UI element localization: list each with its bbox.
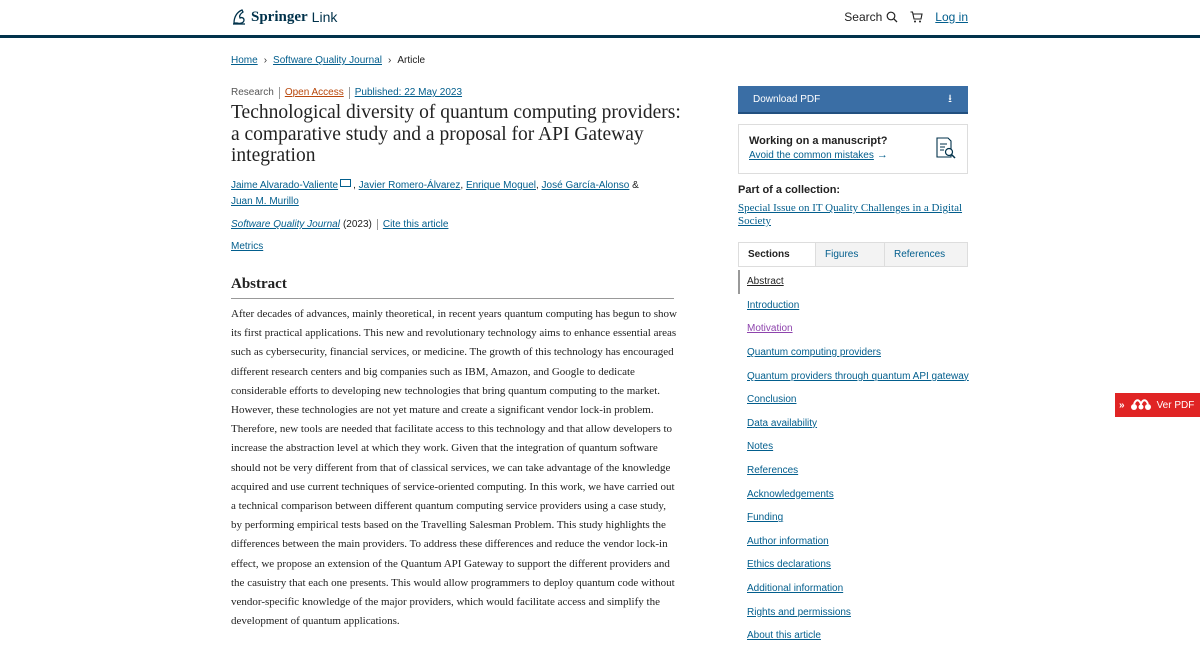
tab-references[interactable]: References <box>884 243 967 266</box>
download-icon: ⭳ <box>948 92 952 105</box>
breadcrumb-current: Article <box>397 55 426 66</box>
breadcrumb-home[interactable]: Home <box>231 55 258 66</box>
search-label: Search <box>844 10 883 24</box>
section-link-additional-information[interactable]: Additional information <box>747 583 844 595</box>
section-link-providers[interactable]: Quantum computing providers <box>747 347 881 359</box>
document-search-icon <box>935 137 957 161</box>
manuscript-link-label: Avoid the common mistakes <box>749 150 874 161</box>
login-link[interactable]: Log in <box>935 10 968 24</box>
collection-link[interactable]: Special Issue on IT Quality Challenges in a Digital Society <box>738 202 963 227</box>
author-link[interactable]: Juan M. Murillo <box>231 196 299 207</box>
ver-pdf-label: Ver PDF <box>1156 399 1195 411</box>
section-link-about[interactable]: About this article <box>747 630 821 642</box>
section-link-motivation[interactable]: Motivation <box>747 323 793 335</box>
search-icon <box>886 11 898 23</box>
author-list: Jaime Alvarado-Valiente , Javier Romero-Álvarez, Enrique Moguel, José García-Alonso & Juan M. Murillo <box>231 180 639 207</box>
manuscript-heading: Working on a manuscript? <box>749 135 888 147</box>
logo-link-text: Link <box>311 9 338 25</box>
section-link-references[interactable]: References <box>747 465 799 477</box>
section-link-api-gateway[interactable]: Quantum providers through quantum API gateway <box>747 370 969 382</box>
search-button[interactable] <box>844 10 898 24</box>
authors-ampersand: & <box>632 180 639 191</box>
breadcrumb-journal[interactable]: Software Quality Journal <box>273 55 382 66</box>
arrow-right-icon: → <box>876 149 888 161</box>
author-link[interactable]: Enrique Moguel <box>465 180 536 191</box>
cite-article-link[interactable]: Cite this article <box>377 219 449 230</box>
section-link-acknowledgements[interactable]: Acknowledgements <box>747 488 834 500</box>
collection-heading: Part of a collection: <box>738 184 841 196</box>
tab-figures[interactable]: Figures <box>815 243 884 266</box>
springer-link-logo[interactable] <box>231 8 337 26</box>
section-link-abstract[interactable]: Abstract <box>738 270 978 294</box>
metrics-link[interactable]: Metrics <box>231 241 264 252</box>
section-link-notes[interactable]: Notes <box>747 441 774 453</box>
journal-link[interactable]: Software Quality Journal <box>231 219 340 230</box>
email-icon[interactable] <box>340 179 351 187</box>
tab-sections[interactable]: Sections <box>739 243 815 266</box>
abstract-heading: Abstract <box>231 276 287 292</box>
section-link-ethics[interactable]: Ethics declarations <box>747 559 831 571</box>
abstract-divider <box>231 298 674 299</box>
cart-icon[interactable] <box>910 11 923 23</box>
chevron-double-right-icon: » <box>1119 399 1125 411</box>
journal-year: (2023) <box>342 219 372 230</box>
chevron-right-icon: › <box>263 55 268 66</box>
chevron-right-icon: › <box>387 55 392 66</box>
published-date-link[interactable]: Published: 22 May 2023 <box>349 87 467 99</box>
logo-springer-text: Springer <box>251 8 308 25</box>
download-pdf-button[interactable] <box>738 86 968 114</box>
ver-pdf-button[interactable] <box>1115 393 1200 417</box>
section-link-author-information[interactable]: Author information <box>747 535 829 547</box>
sidebar-tabs <box>738 242 968 267</box>
manuscript-link[interactable] <box>749 149 957 161</box>
journal-info <box>231 219 448 230</box>
section-link-rights[interactable]: Rights and permissions <box>747 606 851 618</box>
section-link-introduction[interactable]: Introduction <box>747 299 800 311</box>
springer-horse-icon <box>231 8 247 26</box>
section-link-data-availability[interactable]: Data availability <box>747 417 818 429</box>
article-type: Research <box>231 87 274 98</box>
sections-list <box>738 270 978 648</box>
article-meta <box>231 87 467 99</box>
manuscript-box <box>738 124 968 174</box>
download-pdf-label: Download PDF <box>753 93 821 105</box>
open-access-link[interactable]: Open Access <box>279 87 349 99</box>
author-link[interactable]: Jaime Alvarado-Valiente <box>231 180 339 191</box>
author-link[interactable]: José García-Alonso <box>541 180 630 191</box>
site-header <box>0 0 1200 38</box>
mendeley-icon <box>1130 398 1152 412</box>
section-link-funding[interactable]: Funding <box>747 512 784 524</box>
section-link-conclusion[interactable]: Conclusion <box>747 394 797 406</box>
breadcrumb <box>231 55 425 66</box>
article-title: Technological diversity of quantum computing providers: a comparative study and a proposal for API Gateway integration <box>231 102 681 166</box>
author-link[interactable]: Javier Romero-Álvarez <box>358 180 461 191</box>
abstract-text: After decades of advances, mainly theoretical, in recent years quantum computing has begun to show its first practical applications. This new and revolutionary technology aims to enhance essential areas such as cybersecurity, financial services, or medicine. The growth of this technology has encouraged different research centers and big companies such as IBM, Amazon, and Google to dedicate considerable efforts to developing new technologies that bring quantum computing to the market. However, these technologies are not yet mature and create a significant vendor lock-in problem. Therefore, new tools are needed that facilitate access to this technology and that allow developers to increase the abstraction level at which they work. Given that the integration of quantum software should not be very different from that of classical services, we can take advantage of the knowledge acquired and use current techniques of service-oriented computing. In this work, we have carried out a technical comparison between different quantum computing service providers using a case study, by performing empirical tests based on the Travelling Salesman Problem. This study highlights the differences between the main providers. To address these differences and reduce the vendor lock-in effect, we propose an extension of the Quantum API Gateway to support the different providers and the casuistry that each one presents. This would allow programmers to deploy quantum code without vendor-specific knowledge of the major providers, which would facilitate access and simplify the development of quantum applications. <box>231 308 677 628</box>
